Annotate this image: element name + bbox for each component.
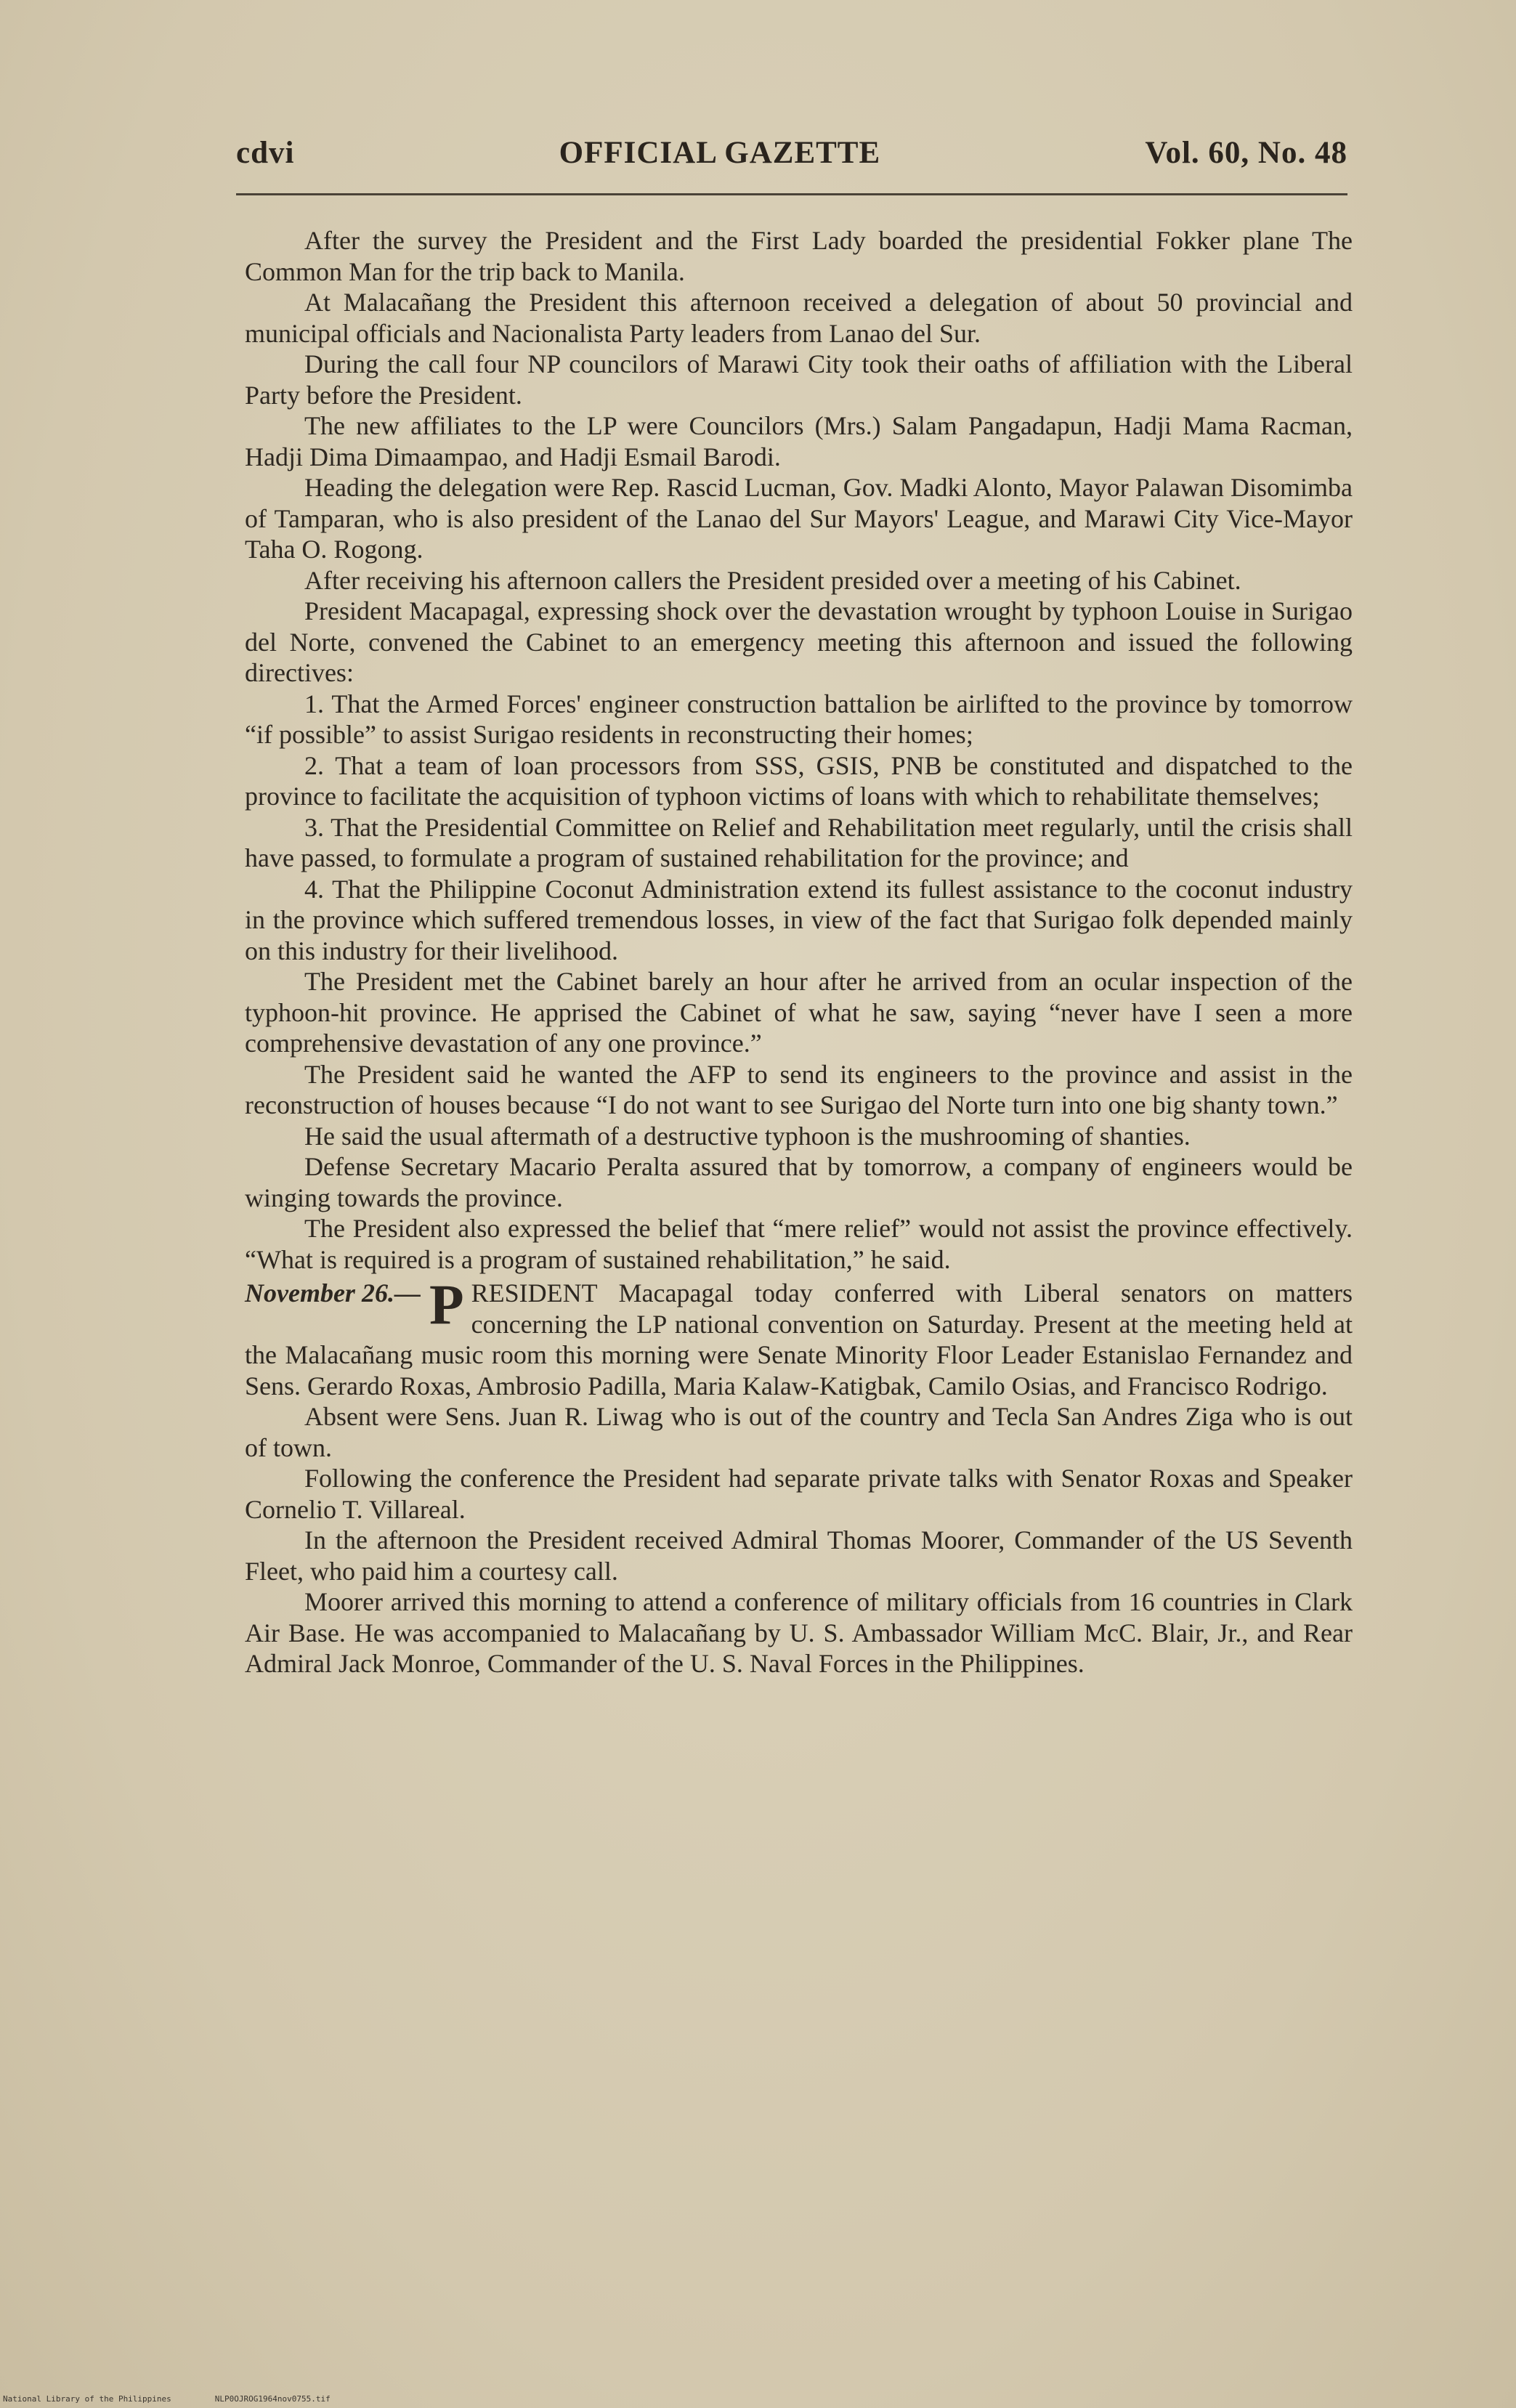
directive-item: 4. That the Philippine Coconut Administration extend its fullest assistance to the coconut industry in the province which suffered tremendous losses, in view of the fact that Surigao folk depended mainly on this industry for their livelihood. bbox=[245, 874, 1353, 965]
paragraph: During the call four NP councilors of Marawi City took their oaths of affiliation with the Liberal Party before the President. bbox=[245, 349, 1353, 410]
footer-source: National Library of the Philippines bbox=[3, 2394, 171, 2404]
paragraph: In the afternoon the President received Admiral Thomas Moorer, Commander of the US Seventh Fleet, who paid him a courtesy call. bbox=[245, 1525, 1353, 1586]
directive-item: 3. That the Presidential Committee on Relief and Rehabilitation meet regularly, until the crisis shall have passed, to formulate a program of sustained rehabilitation for the province; and bbox=[245, 812, 1353, 872]
paragraph: Heading the delegation were Rep. Rascid Lucman, Gov. Madki Alonto, Mayor Palawan Disomimba of Tamparan, who is also president of the Lanao del Sur Mayors' League, and Marawi City Vice-Mayor Taha O. Rogong. bbox=[245, 473, 1353, 564]
paragraph: Defense Secretary Macario Peralta assured that by tomorrow, a company of engineers would be winging towards the province. bbox=[245, 1152, 1353, 1212]
article-body bbox=[245, 225, 1353, 1679]
paragraph: Absent were Sens. Juan R. Liwag who is out of the country and Tecla San Andres Ziga who is out of town. bbox=[245, 1402, 1353, 1462]
paragraph: At Malacañang the President this afternoon received a delegation of about 50 provincial and municipal officials and Nacionalista Party leaders from Lanao del Sur. bbox=[245, 288, 1353, 348]
dated-entry bbox=[245, 1273, 1353, 1401]
volume-number: Vol. 60, No. 48 bbox=[1145, 136, 1347, 170]
paragraph: Moorer arrived this morning to attend a conference of military officials from 16 countries in Clark Air Base. He was accompanied to Malacañang by U. S. Ambassador William McC. Blair, Jr., and Rear Admiral Jack Monroe, Commander of the U. S. Naval Forces in the Philippines. bbox=[245, 1587, 1353, 1678]
paragraph: The new affiliates to the LP were Councilors (Mrs.) Salam Pangadapun, Hadji Mama Racman, Hadji Dima Dimaampao, and Hadji Esmail Barodi. bbox=[245, 411, 1353, 471]
paragraph: After receiving his afternoon callers the President presided over a meeting of his Cabinet. bbox=[304, 565, 1241, 595]
paragraph: The President met the Cabinet barely an hour after he arrived from an ocular inspection of the typhoon-hit province. He apprised the Cabinet of what he saw, saying “never have I seen a more comprehensive devastation of any one province.” bbox=[245, 967, 1353, 1058]
footer-filename: NLP0OJROG1964nov0755.tif bbox=[214, 2394, 331, 2404]
directive-item: 2. That a team of loan processors from SSS, GSIS, PNB be constituted and dispatched to the province to facilitate the acquisition of typhoon victims of loans with which to rehabilitate themselves; bbox=[245, 750, 1353, 811]
paragraph: After the survey the President and the First Lady boarded the presidential Fokker plane The Common Man for the trip back to Manila. bbox=[245, 226, 1353, 286]
drop-cap: P bbox=[429, 1273, 464, 1336]
paragraph: The President said he wanted the AFP to send its engineers to the province and assist in the reconstruction of houses because “I do not want to see Surigao del Norte turn into one big shanty town.” bbox=[245, 1059, 1353, 1119]
paragraph: President Macapagal, expressing shock over the devastation wrought by typhoon Louise in Surigao del Norte, convened the Cabinet to an emergency meeting this afternoon and issued the following directives: bbox=[245, 596, 1353, 687]
page-header bbox=[236, 135, 1347, 179]
header-rule bbox=[236, 193, 1347, 195]
page-number: cdvi bbox=[236, 136, 295, 170]
paragraph: Following the conference the President had separate private talks with Senator Roxas and Speaker Cornelio T. Villareal. bbox=[245, 1464, 1353, 1524]
scan-footer bbox=[3, 2394, 511, 2406]
directive-item: 1. That the Armed Forces' engineer construction battalion be airlifted to the province by tomorrow “if possible” to assist Surigao residents in reconstructing their homes; bbox=[245, 689, 1353, 749]
entry-date: November 26.— bbox=[245, 1278, 421, 1308]
entry-text: RESIDENT Macapagal today conferred with Liberal senators on matters concerning the LP national convention on Saturday. Present at the meeting held at the Malacañang music room this morning were Senate Minority Floor Leader Estanislao Fernandez and Sens. Gerardo Roxas, Ambrosio Padilla, Maria Kalaw-Katigbak, Camilo Osias, and Francisco Rodrigo. bbox=[245, 1278, 1353, 1400]
paragraph: He said the usual aftermath of a destructive typhoon is the mushrooming of shanties. bbox=[304, 1121, 1191, 1151]
publication-title: OFFICIAL GAZETTE bbox=[559, 136, 881, 170]
paragraph: The President also expressed the belief that “mere relief” would not assist the province effectively. “What is required is a program of sustained rehabilitation,” he said. bbox=[245, 1214, 1353, 1274]
